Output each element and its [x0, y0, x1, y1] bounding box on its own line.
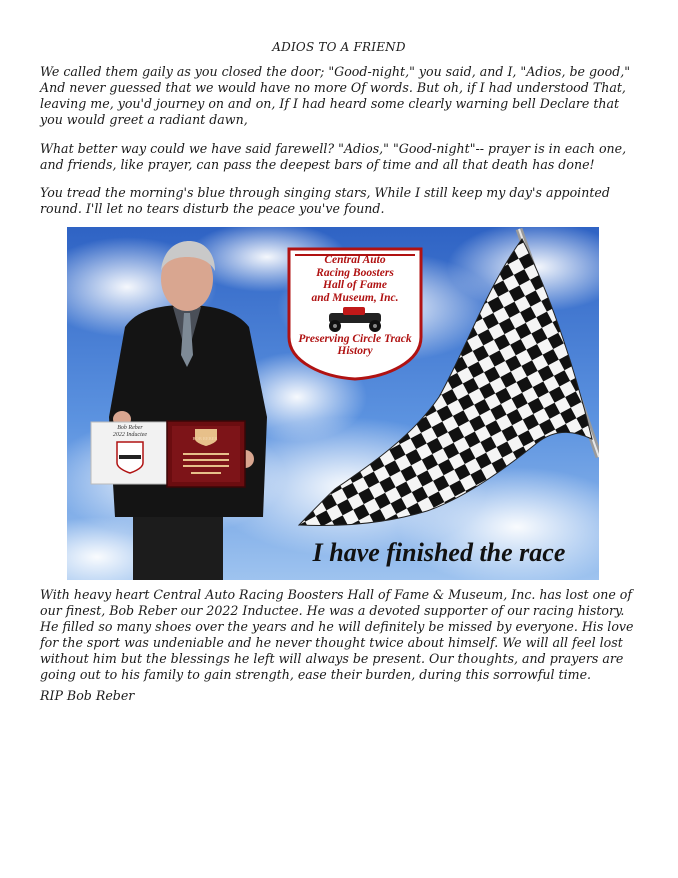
tribute-paragraph: With heavy heart Central Auto Racing Boosters Hall of Fame & Museum, Inc. has lost one of our finest, Bob Reber our 2022 Inductee. He was a devoted supporter of our racing history. He filled so many shoes over the years and he will definitely be missed by everyone. His love for the sport was undeniable and he never thought twice about himself. We will all feel lost without him but the blessings he left will always be present. Our thoughts, and prayers are going out to his family to gain strength, ease their burden, during this sorrowful time. — [40, 587, 634, 682]
poem-stanza-3: You tread the morning's blue through singing stars, While I still keep my day's appointed round. I'll let no tears disturb the peace you've found. — [40, 185, 610, 216]
photo-caption: I have finished the race — [312, 538, 566, 567]
logo-tagline: Preserving Circle Track History — [298, 333, 412, 357]
award-plaque — [167, 421, 245, 487]
memorial-photo — [67, 227, 599, 580]
rip-signoff: RIP Bob Reber — [40, 688, 135, 703]
logo-title: Central Auto Racing Boosters Hall of Fame and Museum, Inc. — [311, 254, 399, 304]
poem-stanza-2: What better way could we have said farewell? "Adios," "Good-night"-- prayer is in each one, and friends, like prayer, can pass the deepest bars of time and all that death has done! — [40, 141, 627, 172]
plaque-name-text: BOB REBER — [192, 436, 218, 441]
poem-title: ADIOS TO A FRIEND — [272, 40, 406, 54]
book-cover-text: Bob Reber 2022 Inductee — [112, 425, 148, 438]
poem-stanza-1: We called them gaily as you closed the door; "Good-night," you said, and I, "Adios, be good," And never guessed that we would have no more Of words. But oh, if I had understood That, leaving me, you'd journey on and on, If I had heard some clearly warning bell Declare that you would greet a radiant dawn, — [40, 64, 631, 127]
